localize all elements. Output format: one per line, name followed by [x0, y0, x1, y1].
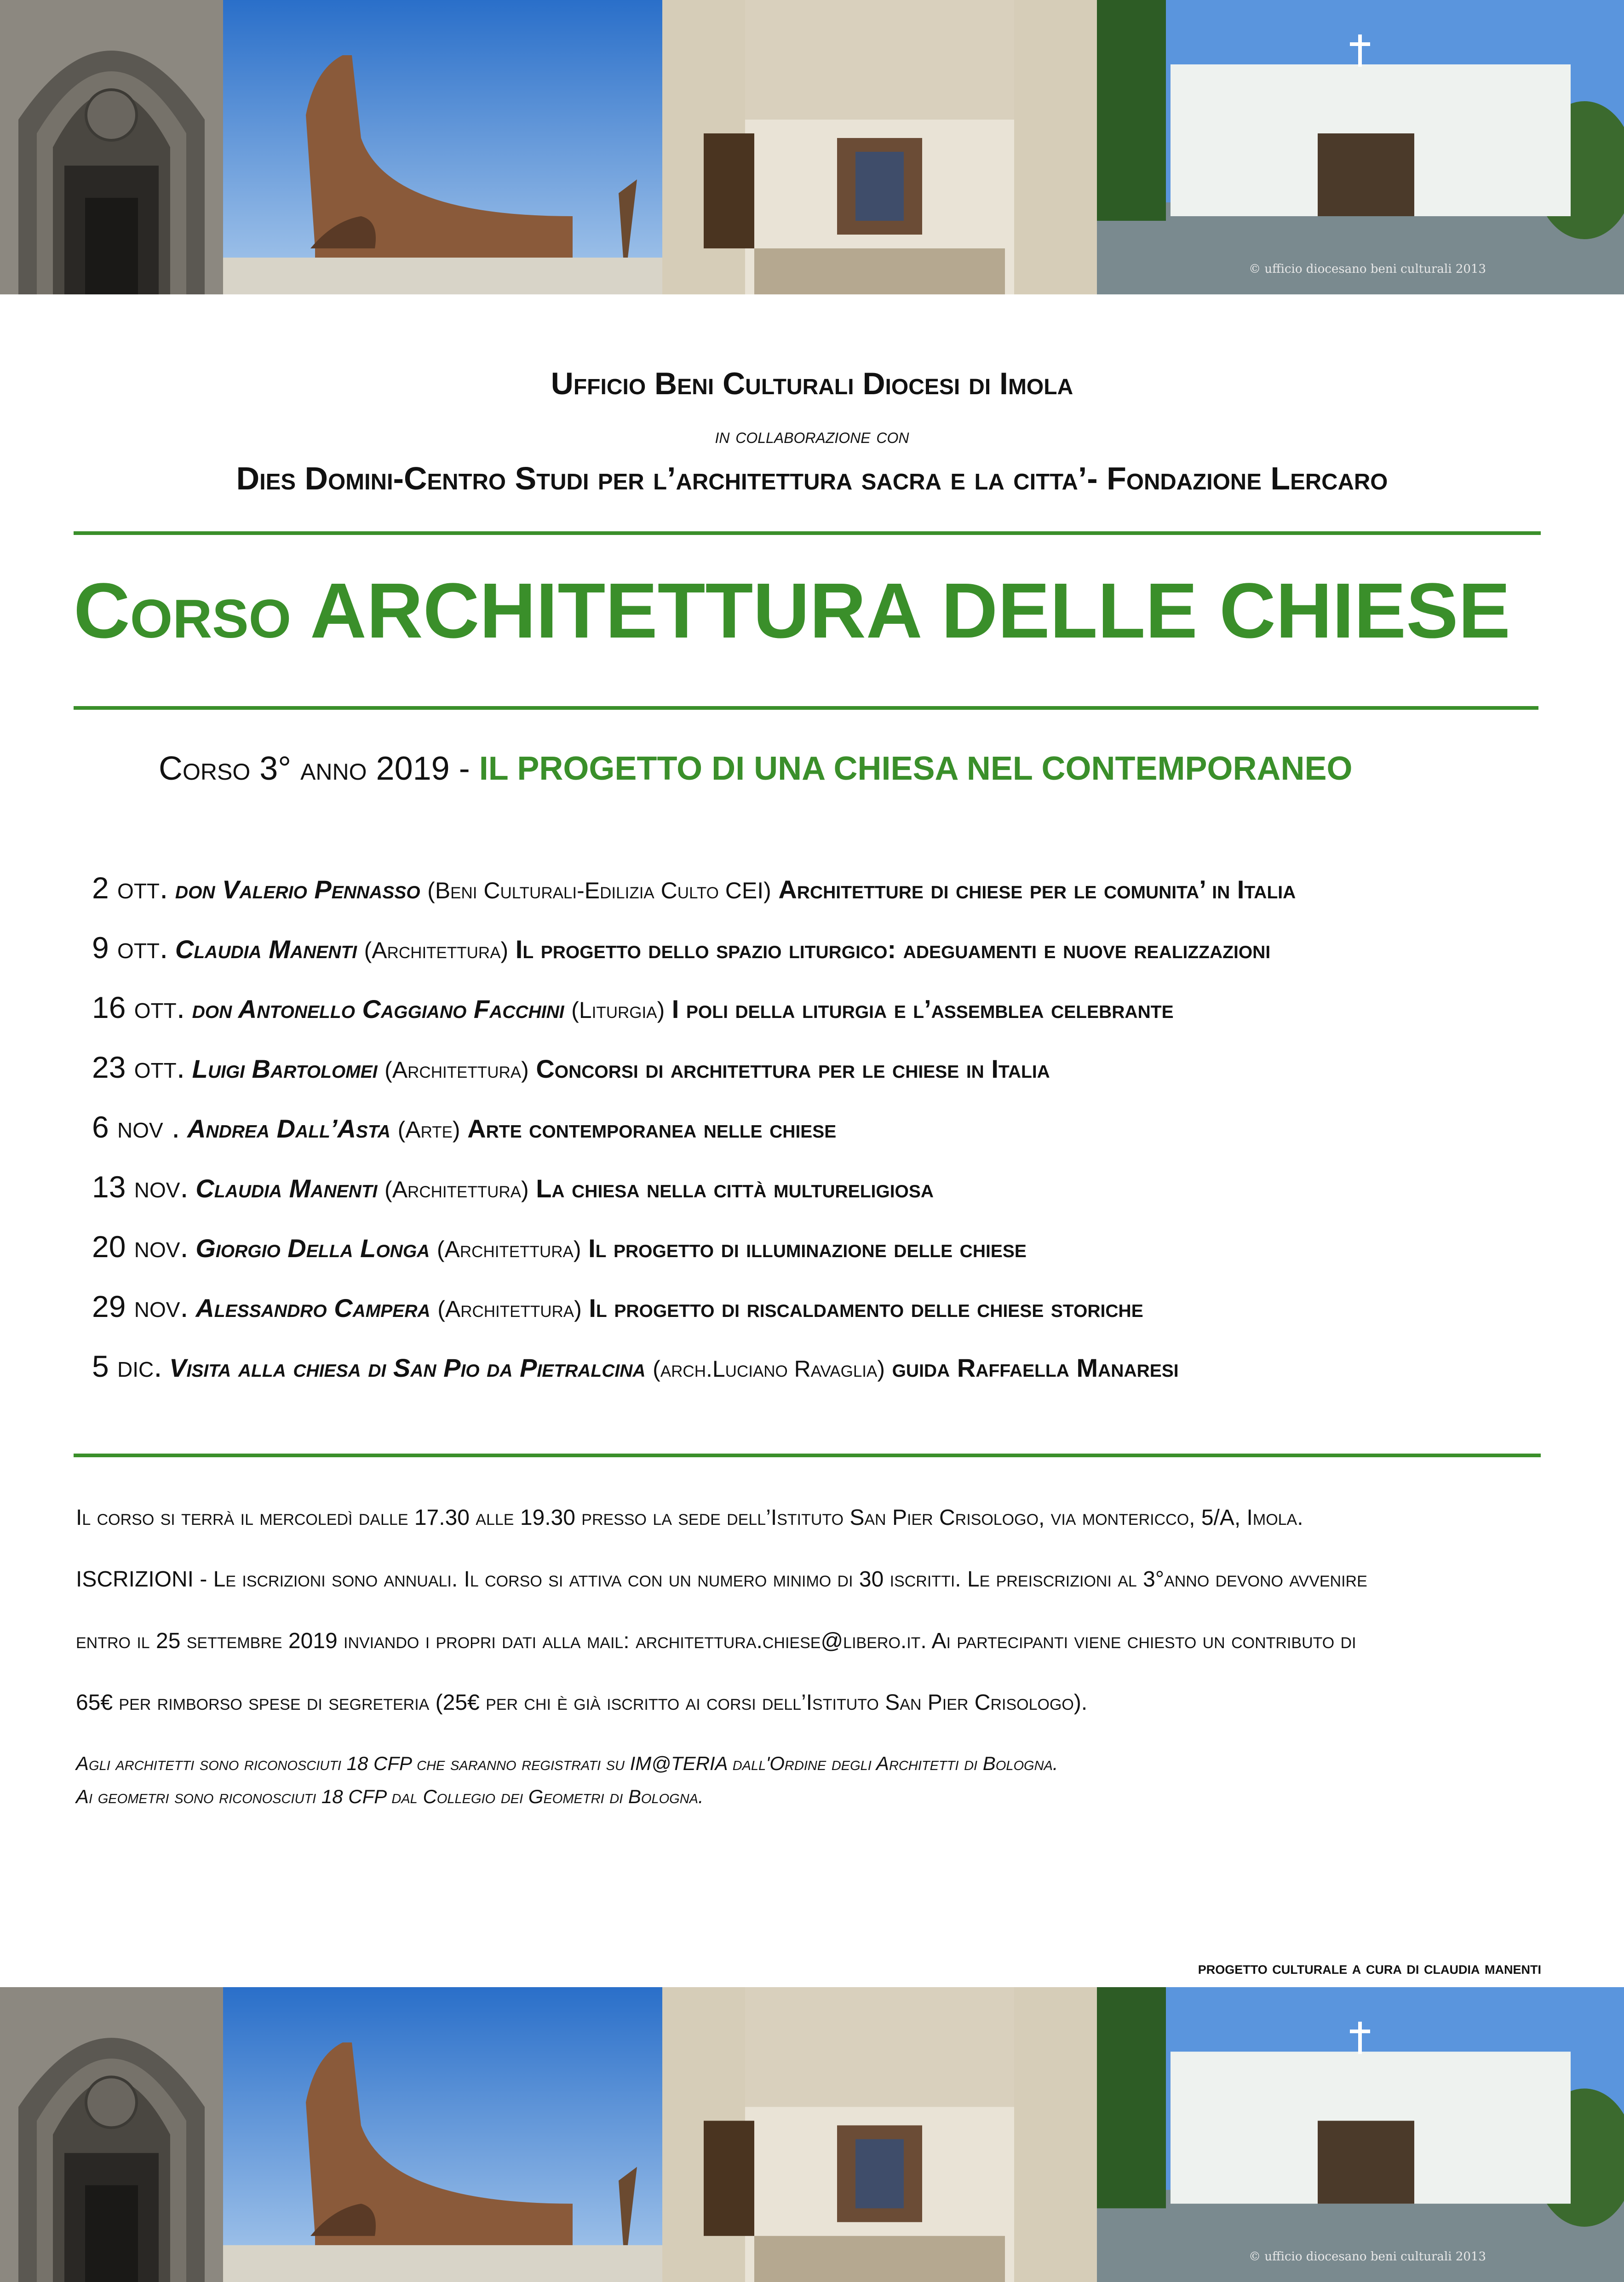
course-theme: IL PROGETTO DI UNA CHIESA NEL CONTEMPORANEO [479, 750, 1353, 787]
lecture-topic: La chiesa nella città multureligiosa [536, 1174, 934, 1203]
lecture-area: (arch.Luciano Ravaglia) [653, 1356, 885, 1382]
lecture-speaker: Luigi Bartolomei [192, 1054, 378, 1083]
lecture-speaker: Claudia Manenti [195, 1174, 378, 1203]
credit-architects: Agli architetti sono riconosciuti 18 CFP che saranno registrati su IM@TERIA dall'Ordine degli Architetti di Bologna. [76, 1753, 1058, 1774]
photo-gothic-portal [0, 0, 223, 294]
lecture-speaker: don Antonello Caggiano Facchini [192, 994, 564, 1023]
lecture-area: (Architettura) [364, 937, 509, 963]
lecture-date: 5 dic. [92, 1349, 162, 1383]
lecture-date: 13 nov. [92, 1170, 189, 1204]
lecture-date: 23 ott. [92, 1050, 185, 1084]
lecture-area: (Architettura) [384, 1057, 529, 1083]
lecture-date: 29 nov. [92, 1289, 189, 1323]
lecture-date: 6 nov . [92, 1110, 180, 1144]
lecture-speaker: Alessandro Campera [195, 1293, 430, 1322]
photo-gothic-portal [0, 1987, 223, 2282]
organization-title: Ufficio Beni Culturali Diocesi di Imola [551, 366, 1073, 401]
photo-church-interior [662, 1987, 1097, 2282]
info-line-deadline: entro il 25 settembre 2019 inviando i propri dati alla mail: architettura.chiese@libero.it. Ai partecipanti viene chiesto un contributo di [76, 1629, 1356, 1653]
top-photo-strip [0, 0, 1624, 294]
bottom-photo-strip [0, 1987, 1624, 2282]
schedule-row [92, 1104, 1564, 1164]
lecture-speaker: Giorgio Della Longa [195, 1234, 430, 1263]
lecture-area: (Architettura) [436, 1236, 581, 1262]
photo-credit: © ufficio diocesano beni culturali 2013 [1249, 262, 1486, 276]
lecture-area: (Arte) [397, 1117, 460, 1143]
lecture-topic: Concorsi di architettura per le chiese in Italia [536, 1054, 1050, 1083]
lecture-topic: Arte contemporanea nelle chiese [467, 1114, 837, 1143]
lecture-area: (Liturgia) [571, 997, 665, 1023]
lecture-topic: Il progetto di riscaldamento delle chiese storiche [589, 1293, 1143, 1322]
lecture-area: (Architettura) [384, 1177, 529, 1202]
lecture-date: 16 ott. [92, 990, 185, 1024]
course-title [74, 566, 1510, 656]
lecture-topic: guida Raffaella Manaresi [892, 1353, 1179, 1382]
photo-credit: © ufficio diocesano beni culturali 2013 [1249, 2250, 1486, 2264]
photo-modern-church [223, 0, 662, 294]
divider [74, 531, 1541, 535]
lecture-topic: I poli della liturgia e l’assemblea celebrante [671, 994, 1174, 1023]
schedule-row [92, 1343, 1564, 1403]
course-subtitle [159, 750, 1353, 787]
course-title-lead: Corso [74, 567, 292, 655]
schedule-row [92, 865, 1564, 925]
info-line-location: Il corso si terrà il mercoledì dalle 17.30 alle 19.30 presso la sede dell’Istituto San Pier Crisologo, via montericco, 5/A, Imola. [76, 1506, 1303, 1530]
course-title-main: ARCHITETTURA DELLE CHIESE [310, 567, 1510, 655]
lecture-date: 20 nov. [92, 1230, 189, 1264]
divider [74, 706, 1538, 710]
info-line-registration: ISCRIZIONI - Le iscrizioni sono annuali. Il corso si attiva con un numero minimo di 30 iscritti. Le preiscrizioni al 3°anno devono avvenire [76, 1567, 1367, 1592]
course-info [76, 1495, 1548, 1742]
lecture-topic: Architetture di chiese per le comunita’ in Italia [778, 875, 1296, 904]
lecture-area: (Beni Culturali-Edilizia Culto CEI) [427, 878, 771, 903]
schedule-row [92, 925, 1564, 984]
lecture-topic: Il progetto di illuminazione delle chiese [588, 1234, 1027, 1263]
lecture-speaker: don Valerio Pennasso [175, 875, 420, 904]
lecture-date: 2 ott. [92, 871, 168, 905]
photo-white-church [1097, 1987, 1624, 2282]
course-year: Corso 3° anno 2019 - [159, 750, 470, 787]
project-credit: progetto culturale a cura di claudia manenti [1198, 1959, 1541, 1978]
info-line-fee: 65€ per rimborso spese di segreteria (25€ per chi è già iscritto ai corsi dell’Istituto San Pier Crisologo). [76, 1690, 1088, 1715]
partner-organization: Dies Domini-Centro Studi per l’architettura sacra e la citta’- Fondazione Lercaro [236, 460, 1388, 496]
schedule-row [92, 1044, 1564, 1104]
lecture-topic: Il progetto dello spazio liturgico: adeguamenti e nuove realizzazioni [515, 935, 1271, 964]
lecture-date: 9 ott. [92, 931, 168, 965]
photo-church-interior [662, 0, 1097, 294]
credit-surveyors: Ai geometri sono riconosciuti 18 CFP dal Collegio dei Geometri di Bologna. [76, 1786, 704, 1807]
collaboration-note: in collaborazione con [715, 424, 909, 448]
schedule-row [92, 1224, 1564, 1283]
cfp-credits [76, 1753, 1058, 1819]
lecture-speaker: Visita alla chiesa di San Pio da Pietralcina [169, 1353, 646, 1382]
photo-white-church [1097, 0, 1624, 294]
lecture-speaker: Claudia Manenti [175, 935, 357, 964]
photo-modern-church [223, 1987, 662, 2282]
lecture-speaker: Andrea Dall’Asta [187, 1114, 390, 1143]
schedule-row [92, 984, 1564, 1044]
schedule-row [92, 1164, 1564, 1224]
schedule-row [92, 1283, 1564, 1343]
divider [74, 1454, 1541, 1457]
lecture-area: (Architettura) [437, 1296, 582, 1322]
lecture-schedule [92, 865, 1564, 1403]
